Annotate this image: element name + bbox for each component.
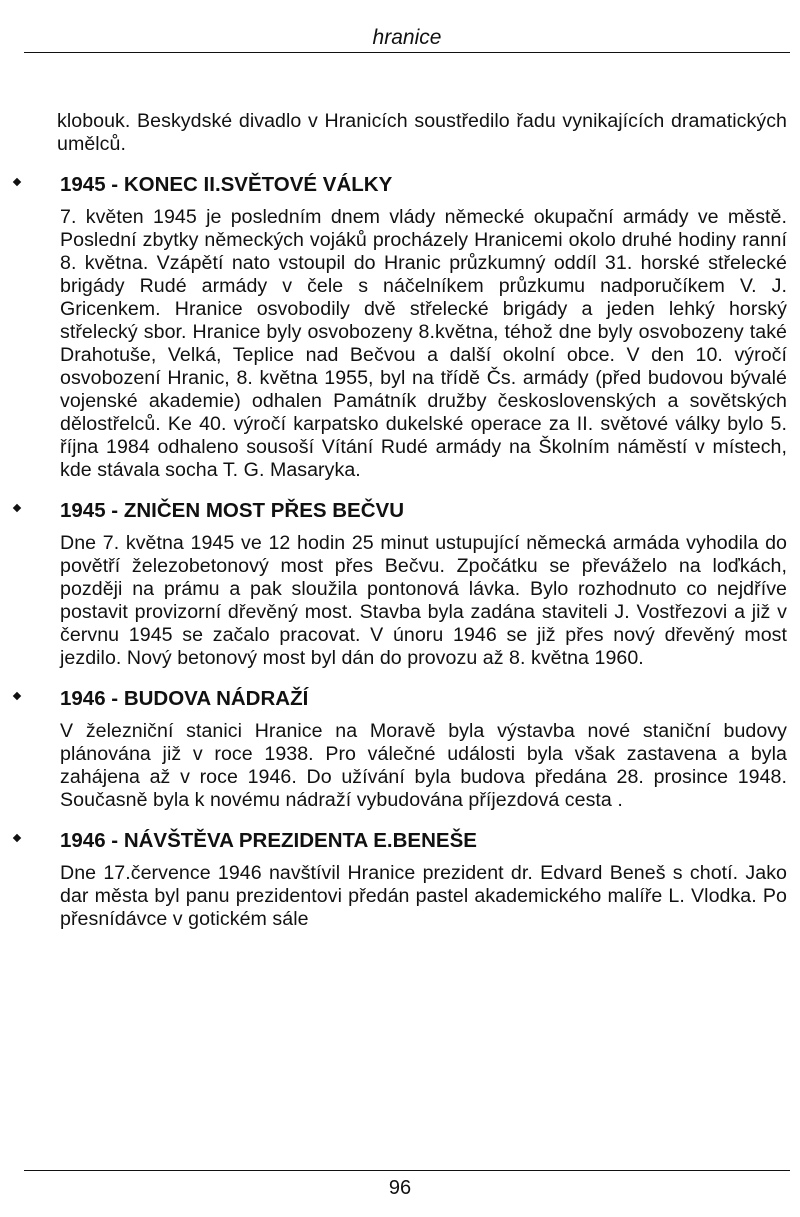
- page-content: [0, 110, 800, 931]
- bullet-icon: [13, 178, 21, 186]
- section-paragraph: 7. květen 1945 je posledním dnem vlády německé okupační armády ve městě. Poslední zbytky německých vojáků procházely Hranicemi okolo druhé hodiny ranní 8. května. Vzápětí nato vstoupil do Hranic průzkumný oddíl 31. horské střelecké brigády Rudé armády v čele s náčelníkem průzkumu nadporučíkem V. J. Gricenkem. Hranice osvobodily dvě střelecké brigády a jeden lehký horský střelecký sbor. Hranice byly osvobozeny 8.května, téhož dne byly osvobozeny také Drahotuše, Velká, Teplice nad Bečvou a další okolní obce. V den 10. výročí osvobození Hranic, 8. května 1955, byl na třídě Čs. armády (před budovou bývalé vojenské akademie) odhalen Památník družby československých a sovětských dělostřelců. Ke 40. výročí karpatsko dukelské operace za II. světové války bylo 5. října 1984 odhaleno sousoší Vítání Rudé armády na Školním náměstí v místech, kde stávala socha T. G. Masaryka.: [60, 206, 787, 481]
- bullet-icon: [13, 834, 21, 842]
- section-paragraph: V železniční stanici Hranice na Moravě byla výstavba nové staniční budovy plánována již v roce 1938. Pro válečné události byla však zastavena a byla zahájena až v roce 1946. Do užívání byla budova předána 28. prosince 1948. Současně byla k novému nádraží vybudována příjezdová cesta .: [60, 720, 787, 811]
- footer-divider: [24, 1170, 790, 1171]
- section-heading-text: 1945 - KONEC II.SVĚTOVÉ VÁLKY: [60, 173, 393, 196]
- section-heading: [60, 686, 800, 712]
- section-heading-text: 1945 - ZNIČEN MOST PŘES BEČVU: [60, 499, 405, 522]
- section-heading: [60, 498, 800, 524]
- section-bridge-destroyed: [0, 498, 800, 670]
- bullet-icon: [13, 504, 21, 512]
- section-heading: [60, 172, 800, 198]
- section-paragraph: Dne 17.července 1946 navštívil Hranice prezident dr. Edvard Beneš s chotí. Jako dar města byl panu prezidentovi předán pastel akademického malíře L. Vlodka. Po přesnídávce v gotickém sále: [60, 862, 787, 930]
- section-heading-text: 1946 - BUDOVA NÁDRAŽÍ: [60, 687, 309, 710]
- page-header-title: hranice: [24, 26, 790, 53]
- section-president-visit: [0, 828, 800, 931]
- section-paragraph: Dne 7. května 1945 ve 12 hodin 25 minut ustupující německá armáda vyhodila do povětří železobetonový most přes Bečvu. Zpočátku se převáželo na loďkách, později na prámu a pak sloužila pontonová lávka. Bylo rozhodnuto co nejdříve postavit provizorní dřevěný most. Stavba byla zadána staviteli J. Vostřezovi a již v červnu 1945 se začalo pracovat. V únoru 1946 se již přes nový dřevěný most jezdilo. Nový betonový most byl dán do provozu až 8. května 1960.: [60, 532, 787, 669]
- section-heading: [60, 828, 800, 854]
- bullet-icon: [13, 692, 21, 700]
- section-heading-text: 1946 - NÁVŠTĚVA PREZIDENTA E.BENEŠE: [60, 829, 477, 852]
- intro-paragraph: klobouk. Beskydské divadlo v Hranicích soustředilo řadu vynikajících dramatických umělců.: [57, 110, 787, 155]
- section-station-building: [0, 686, 800, 812]
- page-number: 96: [388, 1177, 412, 1199]
- section-end-of-war: [0, 172, 800, 482]
